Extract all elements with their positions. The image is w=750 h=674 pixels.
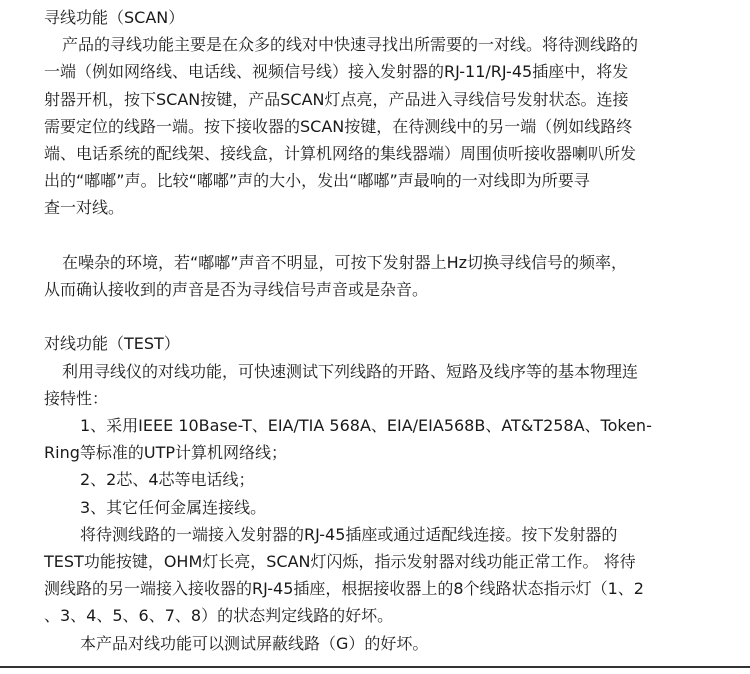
paragraph-line: 需要定位的线路一端。按下接收器的SCAN按键，在待测线中的另一端（例如线路终 [44, 116, 633, 136]
paragraph-line: 端、电话系统的配线架、接线盒，计算机网络的集线器端）周围侦听接收器喇叭所发 [44, 144, 637, 164]
paragraph-line: 产品的寻线功能主要是在众多的线对中快速寻找出所需要的一对线。将待测线路的 [62, 35, 639, 55]
section-heading-test: 对线功能（TEST） [44, 334, 180, 354]
list-item-continuation: Ring等标准的UTP计算机网络线； [44, 443, 287, 463]
paragraph-line: 从而确认接收到的声音是否为寻线信号声音或是杂音。 [44, 280, 429, 300]
paragraph-line: 利用寻线仪的对线功能，可快速测试下列线路的开路、短路及线序等的基本物理连 [62, 361, 639, 381]
list-item: 1、采用IEEE 10Base-T、EIA/TIA 568A、EIA/EIA568B、AT&T258A、Token- [80, 416, 652, 436]
paragraph-line: 查一对线。 [44, 198, 125, 218]
spacer [44, 222, 704, 249]
divider [0, 666, 750, 668]
paragraph-line: 、3、4、5、6、7、8）的状态判定线路的好坏。 [44, 606, 394, 626]
paragraph-line: 接特性： [44, 388, 109, 408]
list-item: 2、2芯、4芯等电话线； [80, 470, 255, 490]
document-body [44, 4, 704, 657]
paragraph-line: 在噪杂的环境，若“嘟嘟”声音不明显，可按下发射器上Hz切换寻线信号的频率， [62, 252, 628, 272]
paragraph-line: 本产品对线功能可以测试屏蔽线路（G）的好坏。 [80, 633, 429, 653]
paragraph-line: 出的“嘟嘟”声。比较“嘟嘟”声的大小，发出“嘟嘟”声最响的一对线即为所要寻 [44, 171, 590, 191]
paragraph-line: TEST功能按键，OHM灯长亮，SCAN灯闪烁，指示发射器对线功能正常工作。 将待 [44, 552, 636, 572]
spacer [44, 303, 704, 330]
list-item: 3、其它任何金属连接线。 [80, 497, 267, 517]
paragraph-line: 射器开机，按下SCAN按键，产品SCAN灯点亮，产品进入寻线信号发射状态。连接 [44, 89, 629, 109]
section-heading-scan: 寻线功能（SCAN） [44, 8, 185, 27]
paragraph-line: 测线路的另一端接入接收器的RJ-45插座，根据接收器上的8个线路状态指示灯（1、2 [44, 579, 644, 599]
paragraph-line: 一端（例如网络线、电话线、视频信号线）接入发射器的RJ-11/RJ-45插座中，将发 [44, 62, 629, 82]
paragraph-line: 将待测线路的一端接入发射器的RJ-45插座或通过适配线连接。按下发射器的 [80, 524, 618, 544]
